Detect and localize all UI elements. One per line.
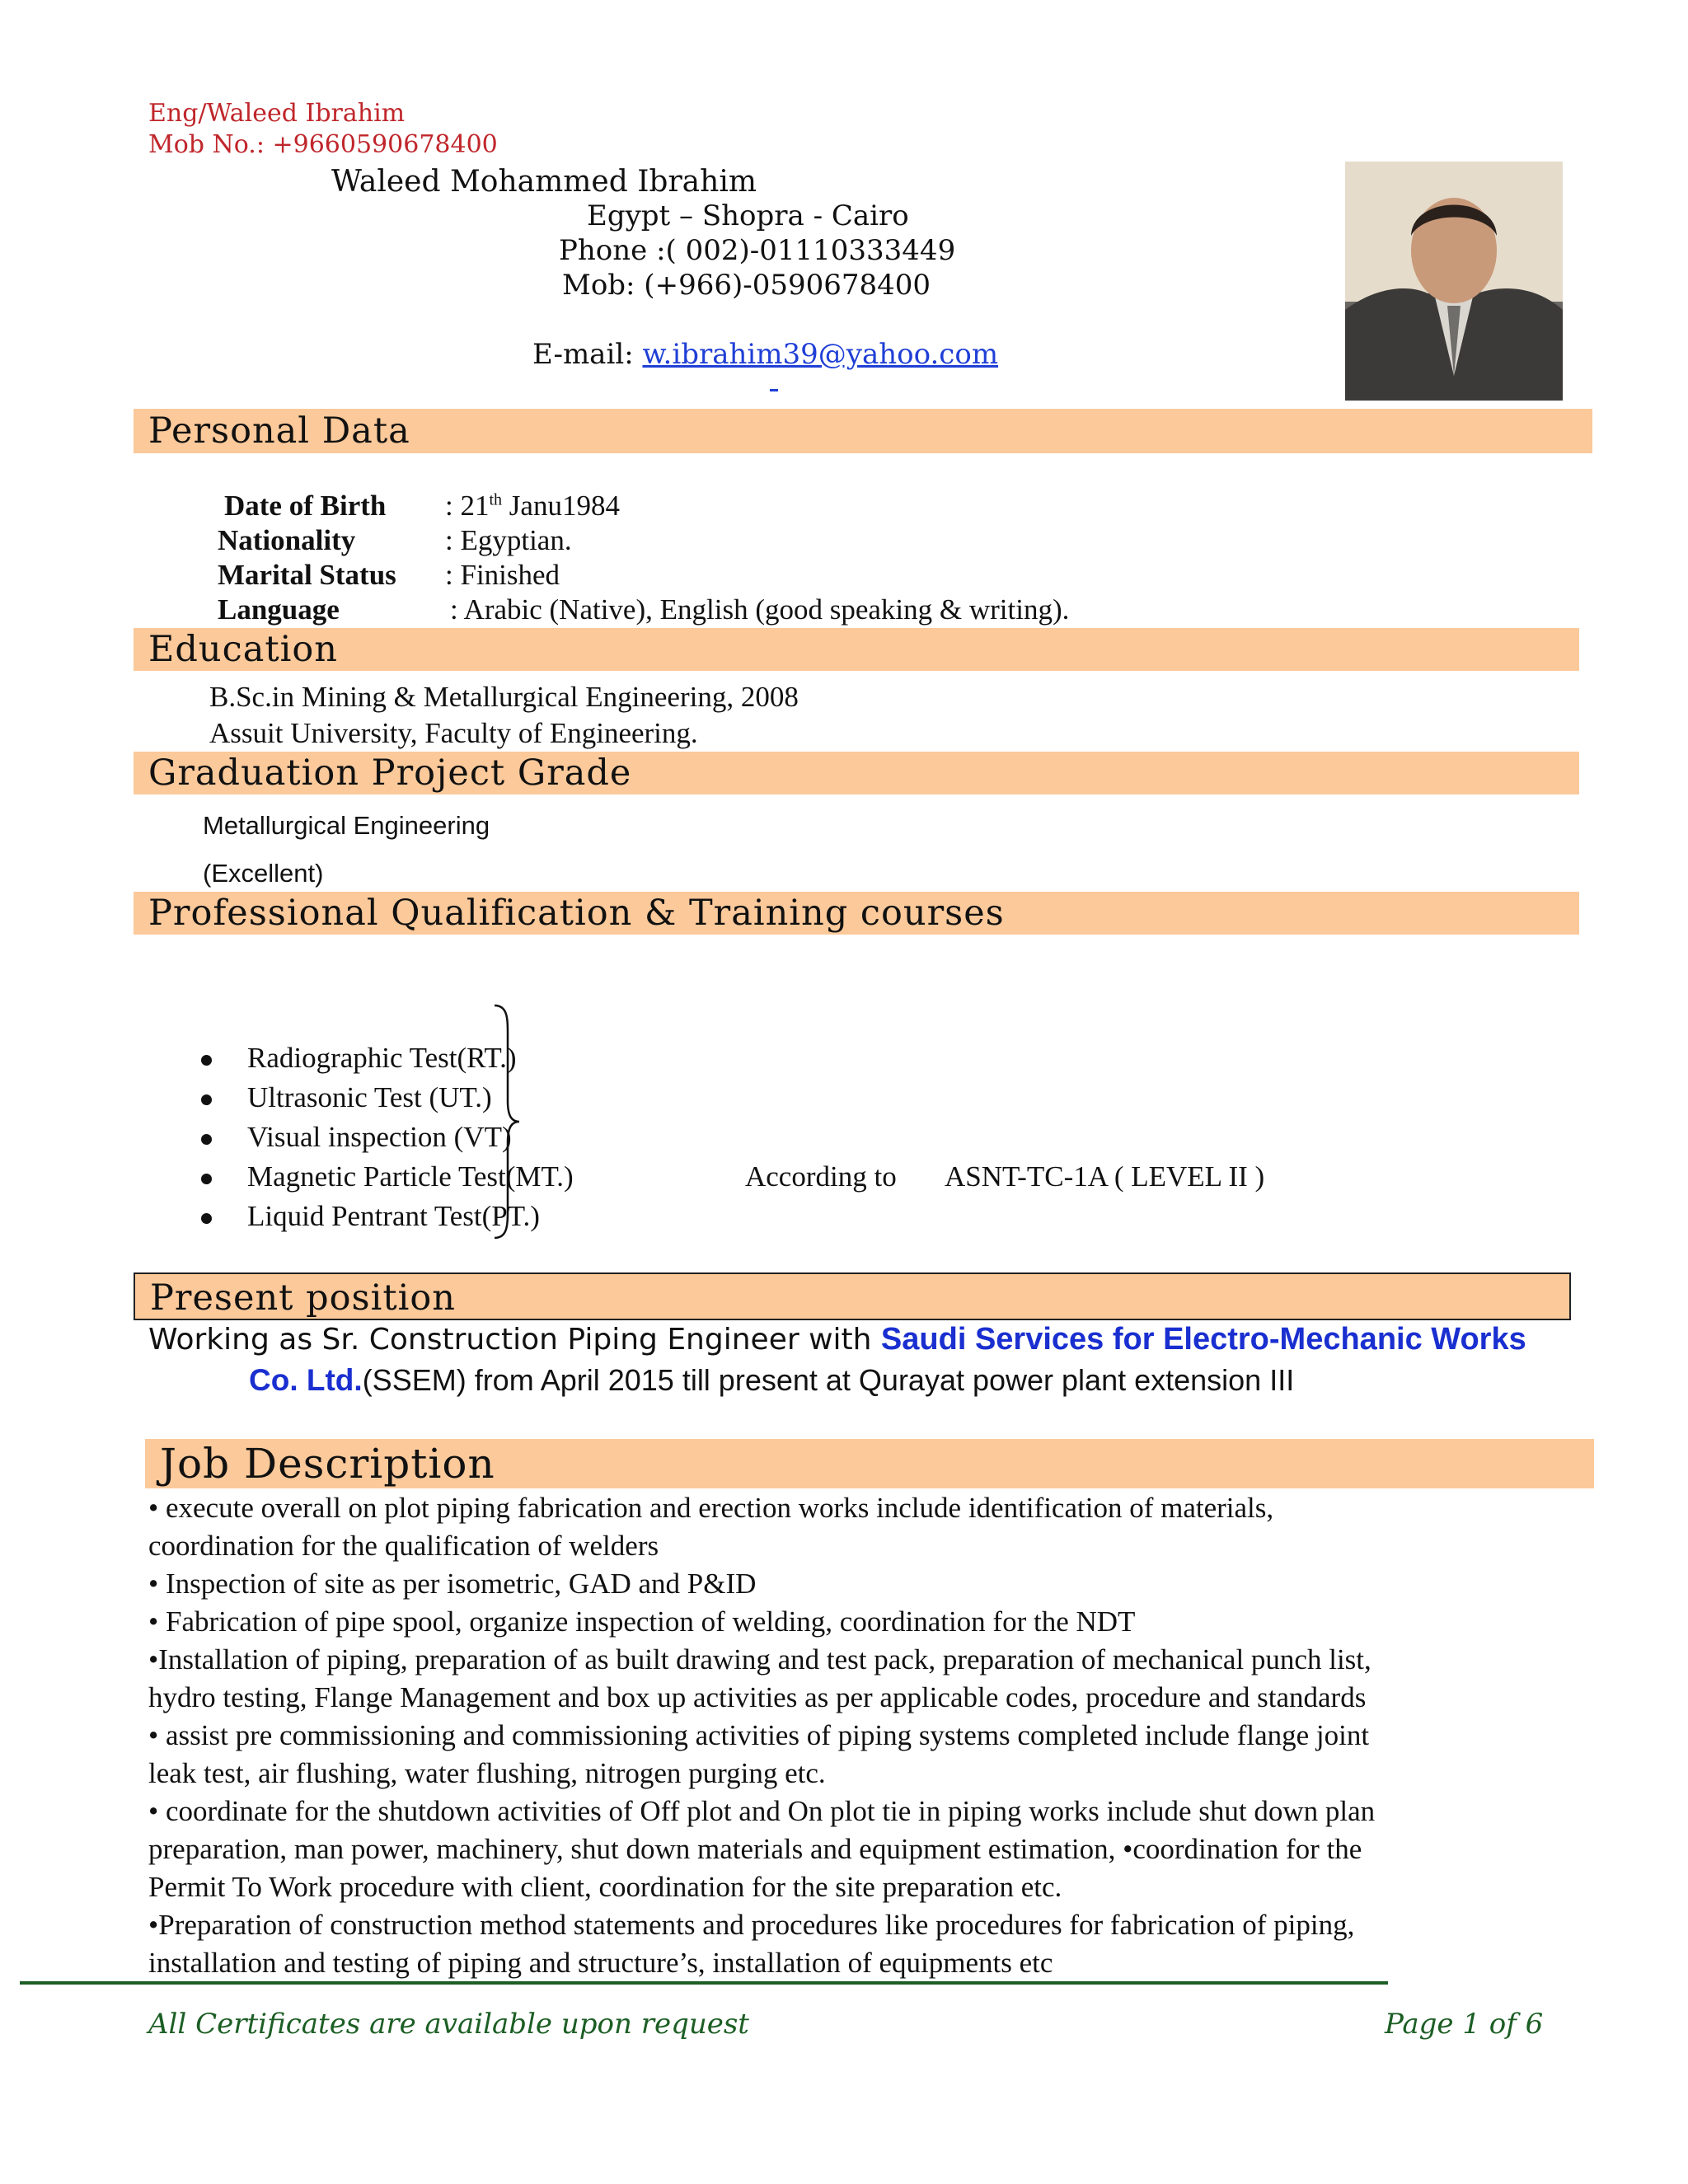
page-number: Page 1 of 6 bbox=[1385, 2008, 1544, 2041]
job-line: • coordinate for the shutdown activities of Off plot and On plot tie in piping works include shut down plan bbox=[148, 1795, 1376, 1827]
bullet-icon bbox=[201, 1213, 212, 1224]
graduation-grade: (Excellent) bbox=[203, 859, 324, 888]
company-name: Saudi Services for Electro-Mechanic Works bbox=[880, 1322, 1526, 1357]
phone: Phone :( 002)-01110333449 bbox=[559, 234, 956, 267]
address: Egypt – Shopra - Cairo bbox=[587, 199, 909, 232]
footer-divider bbox=[20, 1981, 1388, 1985]
email-link[interactable]: w.ibrahim39@yahoo.com bbox=[642, 338, 999, 371]
header-mob-line: Mob No.: +9660590678400 bbox=[148, 130, 498, 159]
marital-label: Marital Status bbox=[218, 559, 396, 591]
section-present-position: Present position bbox=[134, 1272, 1571, 1320]
section-personal-data: Personal Data bbox=[134, 409, 1592, 453]
section-education: Education bbox=[134, 628, 1579, 671]
bullet-icon bbox=[201, 1094, 212, 1105]
section-job-description: Job Description bbox=[145, 1439, 1594, 1488]
mobile: Mob: (+966)-0590678400 bbox=[562, 269, 931, 302]
profile-photo bbox=[1345, 162, 1563, 401]
dob-value: : 21th Janu1984 bbox=[445, 490, 620, 522]
qualification-item: Visual inspection (VT) bbox=[247, 1121, 512, 1153]
bullet-icon bbox=[201, 1055, 212, 1066]
section-qualification: Professional Qualification & Training courses bbox=[134, 892, 1579, 935]
job-line: coordination for the qualification of welders bbox=[148, 1530, 659, 1562]
footer-certificates: All Certificates are available upon request bbox=[148, 2008, 749, 2041]
job-line: • Inspection of site as per isometric, GAD and P&ID bbox=[148, 1568, 757, 1600]
qualification-item: Ultrasonic Test (UT.) bbox=[247, 1081, 492, 1113]
job-line: leak test, air flushing, water flushing, nitrogen purging etc. bbox=[148, 1757, 826, 1789]
language-value: : Arabic (Native), English (good speaking & writing). bbox=[450, 593, 1070, 626]
education-degree: B.Sc.in Mining & Metallurgical Engineering, 2008 bbox=[209, 681, 799, 713]
present-line-2: Co. Ltd.(SSEM) from April 2015 till present at Qurayat power plant extension III bbox=[249, 1363, 1295, 1397]
job-line: • assist pre commissioning and commissioning activities of piping systems completed include flange joint bbox=[148, 1719, 1370, 1751]
header-eng-name: Eng/Waleed Ibrahim bbox=[148, 99, 406, 128]
job-line: installation and testing of piping and structure’s, installation of equipments etc bbox=[148, 1947, 1053, 1979]
email-label: E-mail: bbox=[532, 338, 643, 371]
job-line: • Fabrication of pipe spool, organize inspection of welding, coordination for the NDT bbox=[148, 1605, 1136, 1638]
curly-brace-icon bbox=[491, 1002, 524, 1241]
company-suffix: Co. Ltd. bbox=[249, 1363, 363, 1397]
dob-label: Date of Birth bbox=[224, 490, 387, 522]
job-line: hydro testing, Flange Management and box up activities as per applicable codes, procedure and standards bbox=[148, 1681, 1367, 1713]
language-label: Language bbox=[218, 593, 340, 626]
according-label: According to bbox=[745, 1160, 897, 1193]
qualification-item: Magnetic Particle Test(MT.) bbox=[247, 1160, 574, 1193]
stray-link-mark bbox=[770, 389, 778, 391]
education-university: Assuit University, Faculty of Engineering. bbox=[209, 717, 698, 749]
nationality-label: Nationality bbox=[218, 524, 356, 556]
bullet-icon bbox=[201, 1174, 212, 1184]
graduation-field: Metallurgical Engineering bbox=[203, 811, 490, 840]
job-line: •Installation of piping, preparation of as built drawing and test pack, preparation of mechanical punch list, bbox=[148, 1643, 1372, 1675]
nationality-value: : Egyptian. bbox=[445, 524, 572, 556]
asnt-standard: ASNT-TC-1A ( LEVEL II ) bbox=[945, 1160, 1265, 1193]
section-graduation: Graduation Project Grade bbox=[134, 752, 1579, 794]
job-line: •Preparation of construction method statements and procedures like procedures for fabrication of piping, bbox=[148, 1909, 1355, 1941]
full-name: Waleed Mohammed Ibrahim bbox=[331, 165, 757, 199]
job-line: • execute overall on plot piping fabrication and erection works include identification of materials, bbox=[148, 1492, 1274, 1524]
email-line bbox=[532, 338, 998, 371]
job-line: preparation, man power, machinery, shut down materials and equipment estimation, •coordination for the bbox=[148, 1833, 1362, 1865]
job-line: Permit To Work procedure with client, coordination for the site preparation etc. bbox=[148, 1871, 1062, 1903]
bullet-icon bbox=[201, 1134, 212, 1145]
qualification-item: Liquid Pentrant Test(PT.) bbox=[247, 1200, 540, 1232]
present-line-1: Working as Sr. Construction Piping Engineer with Saudi Services for Electro-Mechanic Works bbox=[148, 1322, 1526, 1357]
qualification-item: Radiographic Test(RT.) bbox=[247, 1042, 517, 1074]
marital-value: : Finished bbox=[445, 559, 560, 591]
